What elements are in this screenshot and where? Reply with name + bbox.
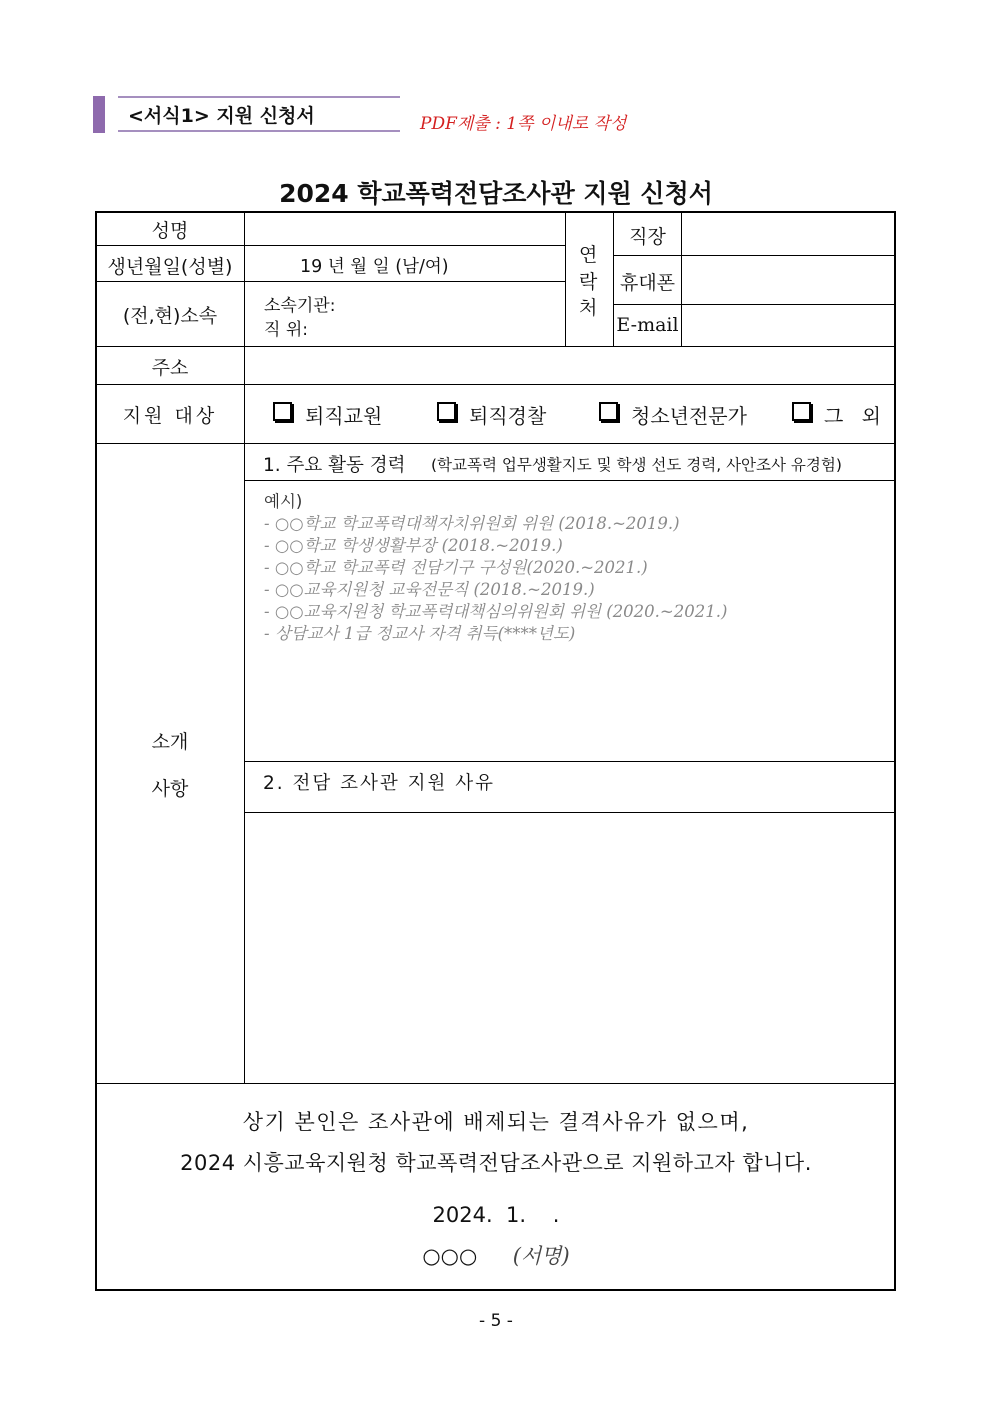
name-field[interactable] bbox=[245, 213, 565, 245]
birth-label: 생년월일(성별) bbox=[107, 256, 233, 278]
form-label: <서식1> 지원 신청서 bbox=[128, 105, 315, 127]
example-item: - 상담교사 1급 정교사 자격 취득(****년도) bbox=[264, 624, 576, 643]
mobile-field[interactable] bbox=[682, 256, 894, 304]
example-item: - ○○학교 학교폭력 전담기구 구성원(2020.~2021.) bbox=[264, 558, 648, 577]
contact-label-3: 처 bbox=[579, 297, 598, 319]
target-checkbox-youth-expert[interactable] bbox=[599, 402, 618, 421]
page-title: 2024 학교폭력전담조사관 지원 신청서 bbox=[279, 179, 713, 208]
pdf-note: PDF제출 : 1쪽 이내로 작성 bbox=[420, 114, 627, 134]
affiliation-org-field[interactable]: 소속기관: bbox=[264, 296, 336, 316]
example-item: - ○○학교 학교폭력대책자치위원회 위원 (2018.~2019.) bbox=[264, 514, 680, 533]
target-option-retired-teacher: 퇴직교원 bbox=[305, 404, 383, 428]
target-checkbox-retired-police[interactable] bbox=[437, 402, 456, 421]
intro-label-2: 사항 bbox=[151, 778, 189, 800]
declaration-line-2: 2024 시흥교육지원청 학교폭력전담조사관으로 지원하고자 합니다. bbox=[180, 1151, 812, 1175]
address-label: 주소 bbox=[151, 357, 189, 379]
email-field[interactable] bbox=[682, 305, 894, 346]
signature-placeholder[interactable]: (서명) bbox=[512, 1244, 570, 1268]
signature-line bbox=[0, 1240, 992, 1270]
declaration-line-1: 상기 본인은 조사관에 배제되는 결격사유가 없으며, bbox=[242, 1110, 750, 1134]
name-label: 성명 bbox=[151, 220, 189, 242]
example-item: - ○○학교 학생생활부장 (2018.~2019.) bbox=[264, 536, 563, 555]
example-item: - ○○교육지원청 학교폭력대책심의위원회 위원 (2020.~2021.) bbox=[264, 602, 728, 621]
target-option-other: 그 외 bbox=[824, 404, 887, 428]
mobile-label: 휴대폰 bbox=[619, 272, 676, 294]
section2-title: 2. 전담 조사관 지원 사유 bbox=[263, 773, 496, 794]
header-accent-bar bbox=[93, 96, 105, 133]
target-checkbox-other[interactable] bbox=[792, 402, 811, 421]
affiliation-position-field[interactable]: 직 위: bbox=[264, 320, 308, 340]
signer-name: ○○○ bbox=[422, 1244, 478, 1268]
target-checkbox-retired-teacher[interactable] bbox=[273, 402, 292, 421]
career-field[interactable] bbox=[245, 481, 894, 761]
intro-label-1: 소개 bbox=[151, 731, 189, 753]
contact-label-2: 락 bbox=[579, 271, 598, 293]
example-heading: 예시) bbox=[264, 492, 303, 511]
contact-label-1: 연 bbox=[579, 244, 598, 266]
page-number: - 5 - bbox=[479, 1311, 513, 1331]
reason-field[interactable] bbox=[245, 813, 894, 1083]
affiliation-label: (전,현)소속 bbox=[122, 305, 218, 327]
birth-field[interactable]: 19 년 월 일 (남/여) bbox=[300, 257, 449, 277]
declaration-date: 2024. 1. . bbox=[432, 1203, 560, 1227]
example-item: - ○○교육지원청 교육전문직 (2018.~2019.) bbox=[264, 580, 595, 599]
work-phone-field[interactable] bbox=[682, 213, 894, 255]
section1-note: (학교폭력 업무생활지도 및 학생 선도 경력, 사안조사 유경험) bbox=[431, 456, 842, 474]
target-label: 지원 대상 bbox=[122, 405, 218, 427]
email-label: E-mail bbox=[616, 314, 679, 336]
work-phone-label: 직장 bbox=[629, 226, 666, 248]
section1-title: 1. 주요 활동 경력 bbox=[263, 455, 406, 476]
target-option-youth-expert: 청소년전문가 bbox=[631, 404, 747, 428]
target-option-retired-police: 퇴직경찰 bbox=[469, 404, 547, 428]
address-field[interactable] bbox=[245, 347, 894, 384]
